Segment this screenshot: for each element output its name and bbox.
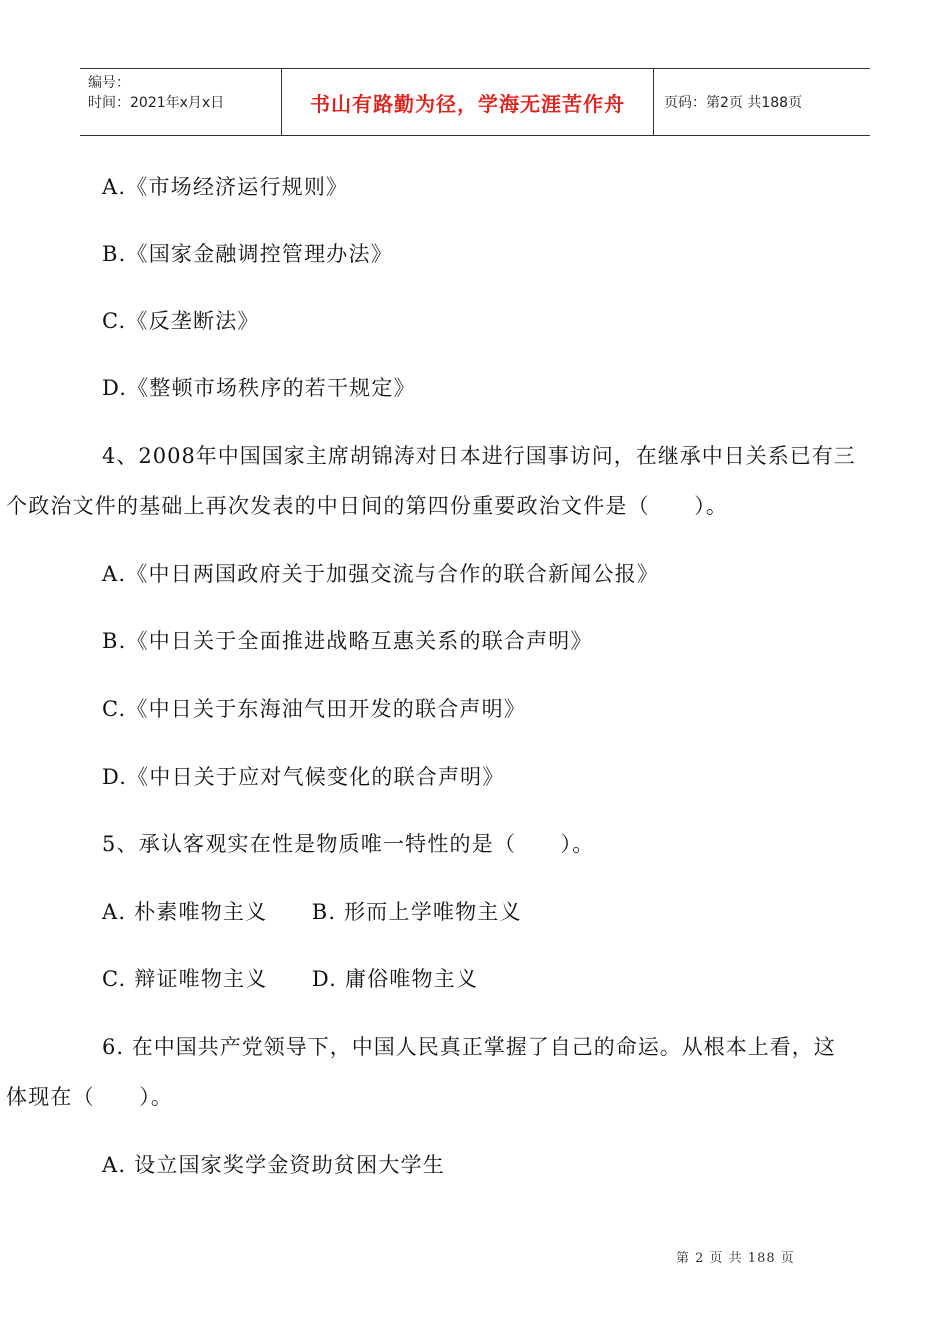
q3-option-a: A.《市场经济运行规则》 [102, 175, 349, 199]
q3-option-c: C.《反垄断法》 [102, 309, 260, 333]
q3-option-d: D.《整顿市场秩序的若干规定》 [102, 376, 416, 400]
q4-stem-line2: 个政治文件的基础上再次发表的中日间的第四份重要政治文件是（ ）。 [6, 494, 729, 518]
q4-option-b: B.《中日关于全面推进战略互惠关系的联合声明》 [102, 629, 593, 653]
page-header [80, 68, 870, 136]
header-motto: 书山有路勤为径，学海无涯苦作舟 [282, 69, 654, 135]
header-meta [80, 69, 282, 135]
q5-stem: 5、承认客观实在性是物质唯一特性的是（ ）。 [102, 832, 595, 856]
number-label: 编号： [88, 75, 130, 91]
q3-option-b: B.《国家金融调控管理办法》 [102, 242, 393, 266]
q4-option-a: A.《中日两国政府关于加强交流与合作的联合新闻公报》 [102, 562, 660, 586]
header-page-info: 页码：第2页 共188页 [664, 95, 803, 111]
page-footer: 第 2 页 共 188 页 [676, 1251, 795, 1266]
date-line: 时间：2021年x月x日 [88, 95, 225, 111]
q5-options-row1: A. 朴素唯物主义 B. 形而上学唯物主义 [102, 900, 522, 924]
q6-stem-line2: 体现在（ ）。 [6, 1085, 174, 1109]
q4-option-d: D.《中日关于应对气候变化的联合声明》 [102, 765, 505, 789]
q5-options-row2: C. 辩证唯物主义 D. 庸俗唯物主义 [102, 967, 479, 991]
q4-stem-line1: 4、2008年中国国家主席胡锦涛对日本进行国事访问，在继承中日关系已有三 [102, 444, 856, 468]
q4-option-c: C.《中日关于东海油气田开发的联合声明》 [102, 697, 526, 721]
q6-option-a: A. 设立国家奖学金资助贫困大学生 [102, 1153, 445, 1177]
q6-stem-line1: 6. 在中国共产党领导下，中国人民真正掌握了自己的命运。从根本上看，这 [102, 1035, 836, 1059]
